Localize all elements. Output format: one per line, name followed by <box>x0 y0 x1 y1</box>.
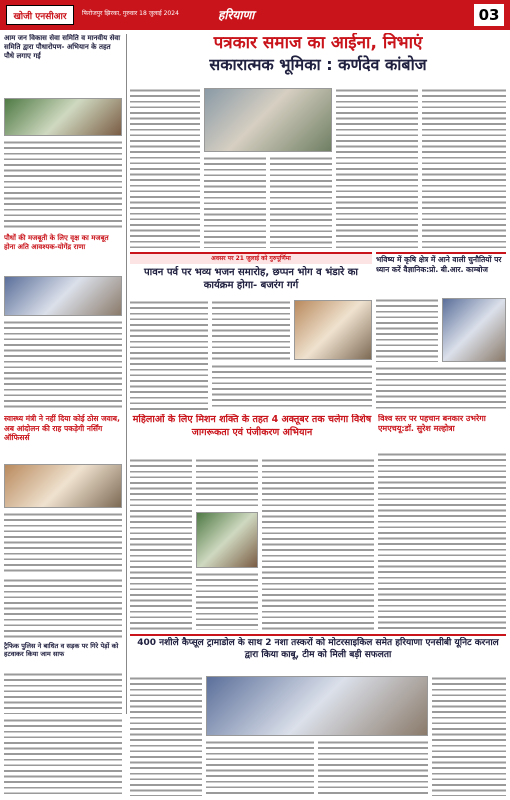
left-body-1 <box>4 140 122 230</box>
lead-photo <box>204 88 332 152</box>
nurses-photo <box>4 464 122 508</box>
arrest-photo <box>206 676 428 736</box>
lead-headline-line1: पत्रकार समाज का आईना, निभाएं <box>213 33 423 53</box>
right-headline2-box <box>378 414 506 448</box>
right-body-col2 <box>376 366 506 410</box>
second-headline: पावन पर्व पर भव्य भजन समारोह, छप्पन भोग व भंडारे का कार्यक्रम होगा- बजरंग गर्ग <box>143 267 359 291</box>
lead-body-col5 <box>422 88 506 248</box>
left-body-2 <box>4 320 122 410</box>
right-body-col3 <box>378 452 506 630</box>
mission-body-col1 <box>130 458 192 630</box>
lead-body-col2 <box>204 156 266 248</box>
right-headline-2: विश्व स्तर पर पहचान बनकार उभरेगा एमएचयू:डॉ. सुरेश मल्होत्रा <box>378 414 486 433</box>
mission-body-col4 <box>262 458 374 630</box>
second-body-col3 <box>212 364 372 410</box>
left-body-5 <box>4 672 122 714</box>
plantation-photo <box>4 98 122 136</box>
bottom-headline: 400 नशीले कैप्सूल ट्रामाडोल के साथ 2 नशा तस्करों को मोटरसाइकिल समेत हरियाणा एनसीबी यूनिट करनाल द्वारा किया काबू, टीम को मिली बड़ी सफलता <box>137 638 499 660</box>
lead-headline-line2: सकारात्मक भूमिका : कर्णदेव कांबोज <box>209 55 427 74</box>
second-photo <box>294 300 372 360</box>
right-headline: भविष्य में कृषि क्षेत्र में आने वाली चुनौतियों पर ध्यान करें वैज्ञानिक:प्रो. बी.आर. काम्बोज <box>376 255 502 274</box>
bottom-story-rule <box>130 634 506 636</box>
left-headline-3: स्वास्थ्य मंत्री ने नहीं दिया कोई ठोस जवाब, अब आंदोलन की राह पकड़ेगी नर्सिंग ऑफिसर्स <box>4 414 120 442</box>
column-divider <box>126 34 127 714</box>
second-kicker: अवसर पर 21 जुलाई को गुरुपूर्णिमा <box>211 255 291 262</box>
left-story-1 <box>4 34 122 274</box>
second-body-col1 <box>130 300 208 410</box>
left-body-4 <box>4 578 122 638</box>
bottom-body-col4 <box>432 676 506 796</box>
bottom-body-col2 <box>206 740 314 796</box>
left-body-6 <box>4 718 122 796</box>
left-headline-2: पौधों की मजबूती के लिए वृक्ष का मजबूत होना अति आवश्यक-योगेंद्र राणा <box>4 234 109 251</box>
section-title: हरियाणा <box>218 8 255 22</box>
mission-body-col3 <box>196 572 258 630</box>
mission-body-col2 <box>196 458 258 508</box>
newspaper-logo: खोजी एनसीआर <box>6 5 74 25</box>
right-body-col1 <box>376 298 438 362</box>
lead-body-col3 <box>270 156 332 248</box>
left-headline-1: आम जन विकास सेवा समिति व मानवीय सेवा समिति द्वारा पौधारोपण- अभियान के तहत पौधे लगाए गई <box>4 34 121 60</box>
second-body-col2 <box>212 300 290 360</box>
left-story-3 <box>4 414 122 574</box>
left-headline-4: ट्रैफिक पुलिस ने बाधित व सड़क पर गिरे पेड़ों को हटवाकर किया जाम साफ <box>4 642 119 658</box>
right-headline-box <box>376 255 506 295</box>
lead-body-col4 <box>336 88 418 248</box>
left-story-4 <box>4 642 122 670</box>
lead-headline <box>130 33 506 83</box>
lead-body-col1 <box>130 88 200 248</box>
mission-headline: महिलाओं के लिए मिशन शक्ति के तहत 4 अक्तूबर तक चलेगा विशेष जागरूकता एवं पंजीकरण अभियान <box>132 414 372 438</box>
bottom-body-col3 <box>318 740 428 796</box>
bottom-headline-box <box>130 637 506 673</box>
masthead <box>0 0 510 30</box>
dateline: फिरोजपुर झिरका, गुरुवार 18 जुलाई 2024 <box>82 10 179 17</box>
bottom-body-col1 <box>130 676 202 796</box>
right-photo <box>442 298 506 362</box>
left-photo-2 <box>4 276 122 316</box>
second-kicker-strip <box>130 252 372 264</box>
mission-photo <box>196 512 258 568</box>
page-number: 03 <box>474 4 504 26</box>
mission-headline-box <box>130 414 374 454</box>
left-body-3 <box>4 512 122 572</box>
right-story-rule <box>376 252 506 254</box>
second-headline-box <box>130 266 372 296</box>
